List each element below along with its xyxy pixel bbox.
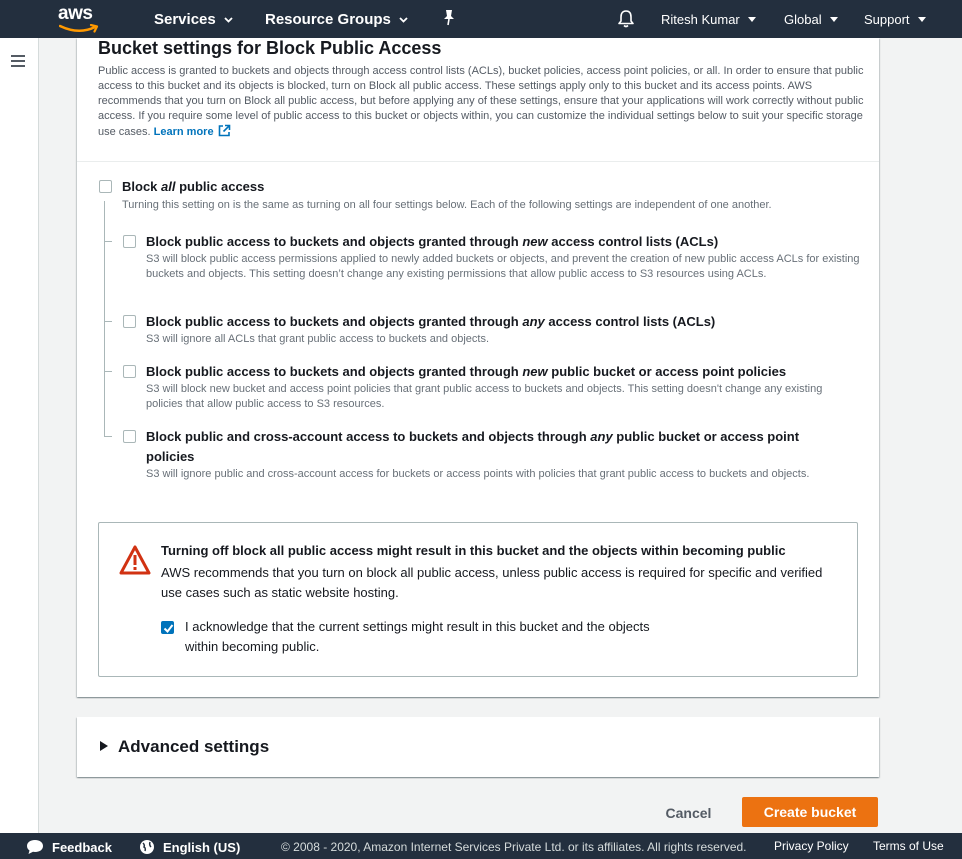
caret-right-icon: [100, 741, 108, 751]
warning-body: AWS recommends that you turn on block all public access, unless public access is required for specific and verified use cases such as static website hosting.: [161, 565, 823, 600]
services-label: Services: [154, 11, 216, 28]
block-public-access-panel: [77, 38, 879, 697]
warning-title: Turning off block all public access might result in this bucket and the objects within becoming public: [161, 543, 786, 558]
panel-description-text: Public access is granted to buckets and objects through access control lists (ACLs), bucket policies, access point policies, or all. In order to ensure that public access to this bucket and its objects is blocked, turn on Block all public access. These settings apply only to this bucket and its access points. AWS recommends that you turn on Block all public access, but before applying any of these settings, ensure that your applications will work correctly without public access. If you require some level of public access to this bucket or objects within, you can customize the individual settings below to suit your specific storage use cases.: [98, 65, 864, 138]
globe-icon: [139, 839, 155, 855]
block-any-policies-description: S3 will ignore public and cross-account access for buckets or access points with policies that grant public access to buckets and objects.: [146, 468, 810, 480]
block-any-policies-label[interactable]: Block public and cross-account access to buckets and objects through any public bucket or access point policies: [146, 429, 800, 464]
pin-icon[interactable]: [441, 9, 457, 32]
external-link-icon: [218, 124, 231, 137]
caret-down-icon: [918, 17, 926, 22]
support-label: Support: [864, 12, 910, 27]
aws-logo-text: aws: [58, 3, 93, 24]
create-bucket-button[interactable]: Create bucket: [742, 797, 878, 827]
caret-down-icon: [748, 17, 756, 22]
terms-of-use-link[interactable]: Terms of Use: [873, 839, 944, 853]
block-all-checkbox[interactable]: [99, 180, 112, 193]
block-any-acls-label[interactable]: Block public access to buckets and objects granted through any access control lists (ACLs): [146, 314, 716, 329]
footer: [0, 833, 962, 859]
menu-icon[interactable]: [11, 54, 25, 72]
resource-groups-menu[interactable]: [265, 11, 408, 28]
advanced-settings-expander[interactable]: [77, 717, 879, 777]
language-label: English (US): [163, 839, 241, 855]
privacy-policy-link[interactable]: Privacy Policy: [774, 839, 849, 853]
block-any-policies-checkbox[interactable]: [123, 430, 136, 443]
top-navigation-bar: [0, 0, 962, 38]
warning-icon: [119, 545, 151, 580]
learn-more-link[interactable]: Learn more: [154, 126, 231, 138]
feedback-label: Feedback: [52, 839, 112, 855]
block-new-policies-label[interactable]: Block public access to buckets and objects granted through new public bucket or access point policies: [146, 364, 787, 379]
block-all-description: Turning this setting on is the same as turning on all four settings below. Each of the following settings are independent of one another.: [122, 199, 772, 211]
block-any-acls-checkbox[interactable]: [123, 315, 136, 328]
region-label: Global: [784, 12, 822, 27]
copyright-text: © 2008 - 2020, Amazon Internet Services Private Ltd. or its affiliates. All rights reserved.: [281, 840, 747, 854]
advanced-settings-label: Advanced settings: [118, 737, 270, 756]
block-any-acls-description: S3 will ignore all ACLs that grant public access to buckets and objects.: [146, 333, 490, 345]
acknowledge-label[interactable]: I acknowledge that the current settings might result in this bucket and the objects within becoming public.: [185, 619, 650, 654]
block-all-label[interactable]: Block all public access: [122, 179, 265, 194]
panel-header: [77, 38, 879, 162]
chevron-down-icon: [399, 17, 408, 23]
language-selector[interactable]: [139, 839, 240, 855]
tree-branch: [104, 321, 112, 322]
block-new-acls-description: S3 will block public access permissions applied to newly added buckets or objects, and prevent the creation of new public access ACLs for existing buckets and objects. This setting doesn’t change any existing permissions that allow public access to S3 resources using ACLs.: [146, 253, 860, 280]
acknowledge-checkbox[interactable]: [161, 621, 174, 634]
block-new-policies-checkbox[interactable]: [123, 365, 136, 378]
cancel-button[interactable]: Cancel: [651, 798, 726, 828]
block-new-policies-description: S3 will block new bucket and access point policies that grant public access to buckets and objects. This setting doesn't change any existing policies that allow public access to S3 resources.: [146, 383, 823, 410]
user-menu[interactable]: [661, 12, 756, 27]
chevron-down-icon: [224, 17, 233, 23]
caret-down-icon: [830, 17, 838, 22]
panel-description: [98, 64, 868, 140]
aws-smile-icon: [59, 24, 101, 34]
checkmark-icon: [163, 623, 174, 634]
block-new-acls-checkbox[interactable]: [123, 235, 136, 248]
speech-bubble-icon: [26, 839, 44, 855]
tree-branch: [104, 371, 112, 372]
page-title: Bucket settings for Block Public Access: [98, 38, 442, 58]
tree-connector: [104, 201, 105, 437]
warning-alert: [98, 522, 858, 677]
feedback-link[interactable]: [26, 839, 112, 855]
user-label: Ritesh Kumar: [661, 12, 740, 27]
tree-branch: [104, 241, 112, 242]
side-navigation-rail: [0, 38, 39, 833]
resource-groups-label: Resource Groups: [265, 11, 391, 28]
support-menu[interactable]: [864, 12, 926, 27]
bell-icon[interactable]: [617, 9, 635, 33]
region-menu[interactable]: [784, 12, 838, 27]
aws-logo[interactable]: [58, 3, 102, 33]
tree-branch: [104, 436, 112, 437]
services-menu[interactable]: [154, 11, 233, 28]
block-new-acls-label[interactable]: Block public access to buckets and objects granted through new access control lists (ACLs): [146, 234, 719, 249]
